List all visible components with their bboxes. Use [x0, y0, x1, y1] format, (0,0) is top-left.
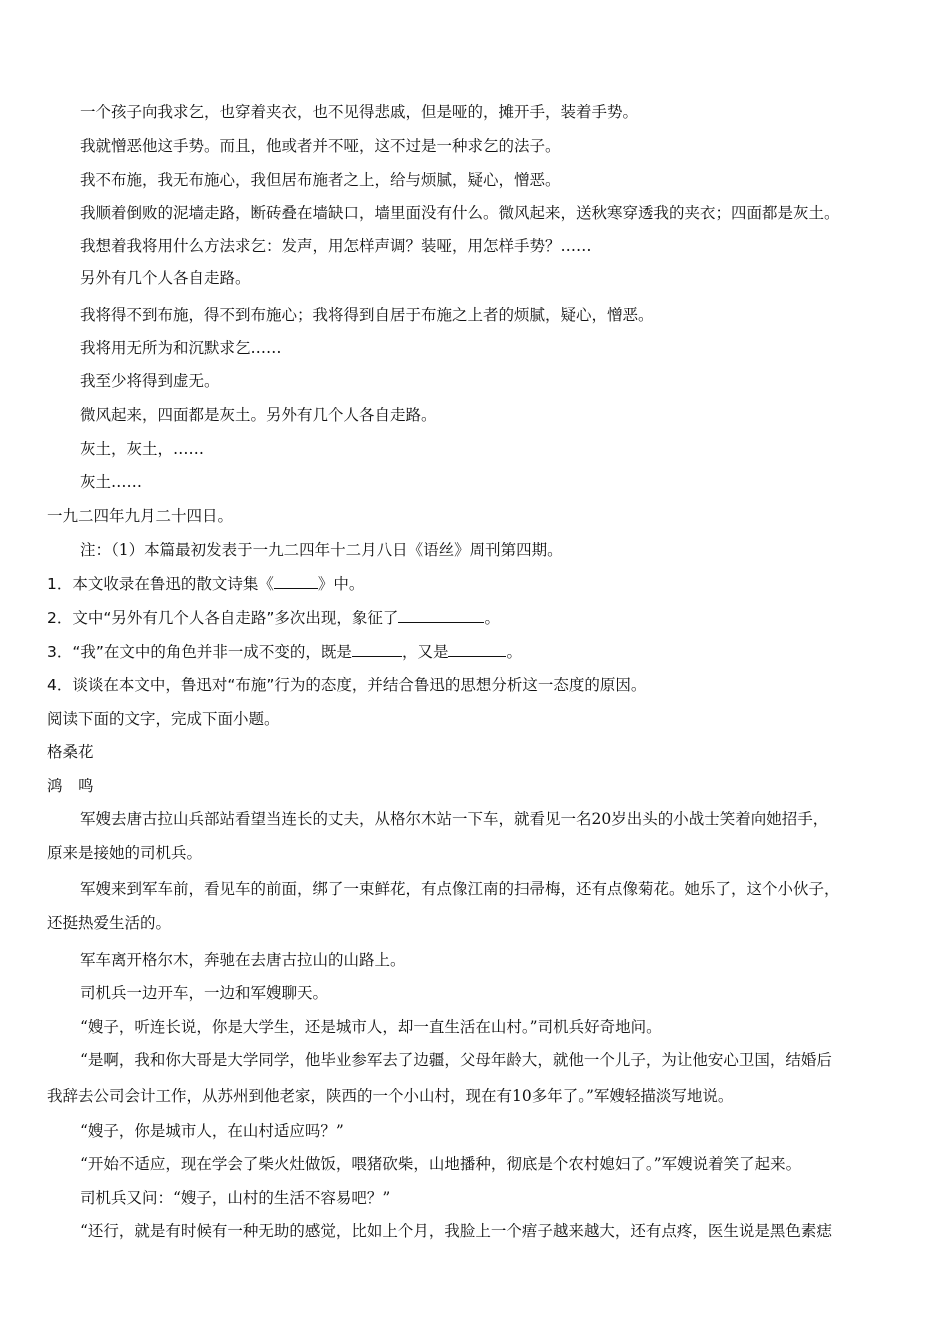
reading-instruction: 阅读下面的文字，完成下面小题。 [47, 710, 280, 728]
story-paragraph-3: 军车离开格尔木，奔驰在去唐古拉山的山路上。 [80, 951, 406, 969]
story-author: 鸿 鸣 [47, 777, 94, 795]
question-1-prefix: 1．本文收录在鲁迅的散文诗集《 [47, 575, 274, 593]
question-2-suffix: 。 [484, 609, 500, 627]
answer-blank-2[interactable] [398, 607, 484, 623]
poem-line-4: 我顺着倒败的泥墙走路，断砖叠在墙缺口，墙里面没有什么。微风起来，送秋寒穿透我的夹衣；四面都是灰土。 [80, 204, 840, 222]
answer-blank-3b[interactable] [448, 641, 506, 657]
story-paragraph-9: 司机兵又问：“嫂子，山村的生活不容易吧？” [80, 1189, 391, 1207]
poem-line-2: 我就憎恶他这手势。而且，他或者并不哑，这不过是一种求乞的法子。 [80, 137, 561, 155]
story-paragraph-10: “还行，就是有时候有一种无助的感觉，比如上个月，我脸上一个痦子越来越大，还有点疼，医生说是黑色素痣 [80, 1222, 832, 1240]
story-paragraph-5: “嫂子，听连长说，你是大学生，还是城市人，却一直生活在山村。”司机兵好奇地问。 [80, 1018, 662, 1036]
answer-blank-3a[interactable] [352, 641, 402, 657]
poem-footnote: 注：（1）本篇最初发表于一九二四年十二月八日《语丝》周刊第四期。 [80, 541, 563, 559]
question-3-middle: ，又是 [401, 643, 449, 661]
story-title: 格桑花 [47, 743, 94, 761]
story-paragraph-6-line-2: 我辞去公司会计工作，从苏州到他老家，陕西的一个小山村，现在有10多年了。”军嫂轻描淡写地说。 [47, 1087, 734, 1105]
story-paragraph-4: 司机兵一边开车，一边和军嫂聊天。 [80, 984, 329, 1002]
poem-date: 一九二四年九月二十四日。 [47, 507, 234, 525]
poem-line-8: 我将用无所为和沉默求乞…… [80, 339, 282, 357]
story-paragraph-1-line-2: 原来是接她的司机兵。 [47, 844, 203, 862]
story-paragraph-6-line-1: “是啊，我和你大哥是大学同学，他毕业参军去了边疆，父母年龄大，就他一个儿子，为让他安心卫国，结婚后 [80, 1051, 832, 1069]
poem-line-9: 我至少将得到虚无。 [80, 372, 220, 390]
poem-line-12: 灰土…… [80, 473, 143, 491]
question-4: 4．谈谈在本文中，鲁迅对“布施”行为的态度，并结合鲁迅的思想分析这一态度的原因。 [47, 676, 647, 694]
poem-line-7: 我将得不到布施，得不到布施心；我将得到自居于布施之上者的烦腻，疑心，憎恶。 [80, 306, 654, 324]
poem-line-6: 另外有几个人各自走路。 [80, 269, 251, 287]
question-1 [47, 573, 364, 594]
answer-blank-1[interactable] [274, 573, 318, 589]
question-2 [47, 607, 500, 628]
poem-line-3: 我不布施，我无布施心，我但居布施者之上，给与烦腻，疑心，憎恶。 [80, 171, 561, 189]
question-1-suffix: 》中。 [317, 575, 365, 593]
story-paragraph-7: “嫂子，你是城市人，在山村适应吗？” [80, 1122, 344, 1140]
story-paragraph-1-line-1: 军嫂去唐古拉山兵部站看望当连长的丈夫，从格尔木站一下车，就看见一名20岁出头的小战士笑着向她招手， [80, 810, 829, 828]
poem-line-10: 微风起来，四面都是灰土。另外有几个人各自走路。 [80, 406, 437, 424]
story-paragraph-2-line-2: 还挺热爱生活的。 [47, 914, 172, 932]
question-3-suffix: 。 [506, 643, 522, 661]
story-paragraph-8: “开始不适应，现在学会了柴火灶做饭，喂猪砍柴，山地播种，彻底是个农村媳妇了。”军嫂说着笑了起来。 [80, 1155, 802, 1173]
question-3 [47, 641, 522, 662]
poem-line-11: 灰土，灰土，…… [80, 440, 205, 458]
poem-line-5: 我想着我将用什么方法求乞：发声，用怎样声调？装哑，用怎样手势？…… [80, 237, 592, 255]
poem-line-1: 一个孩子向我求乞，也穿着夹衣，也不见得悲戚，但是哑的，摊开手，装着手势。 [80, 103, 639, 121]
story-paragraph-2-line-1: 军嫂来到军车前，看见车的前面，绑了一束鲜花，有点像江南的扫帚梅，还有点像菊花。她乐了，这个小伙子， [80, 880, 840, 898]
question-2-prefix: 2．文中“另外有几个人各自走路”多次出现，象征了 [47, 609, 399, 627]
question-3-prefix: 3．“我”在文中的角色并非一成不变的，既是 [47, 643, 352, 661]
